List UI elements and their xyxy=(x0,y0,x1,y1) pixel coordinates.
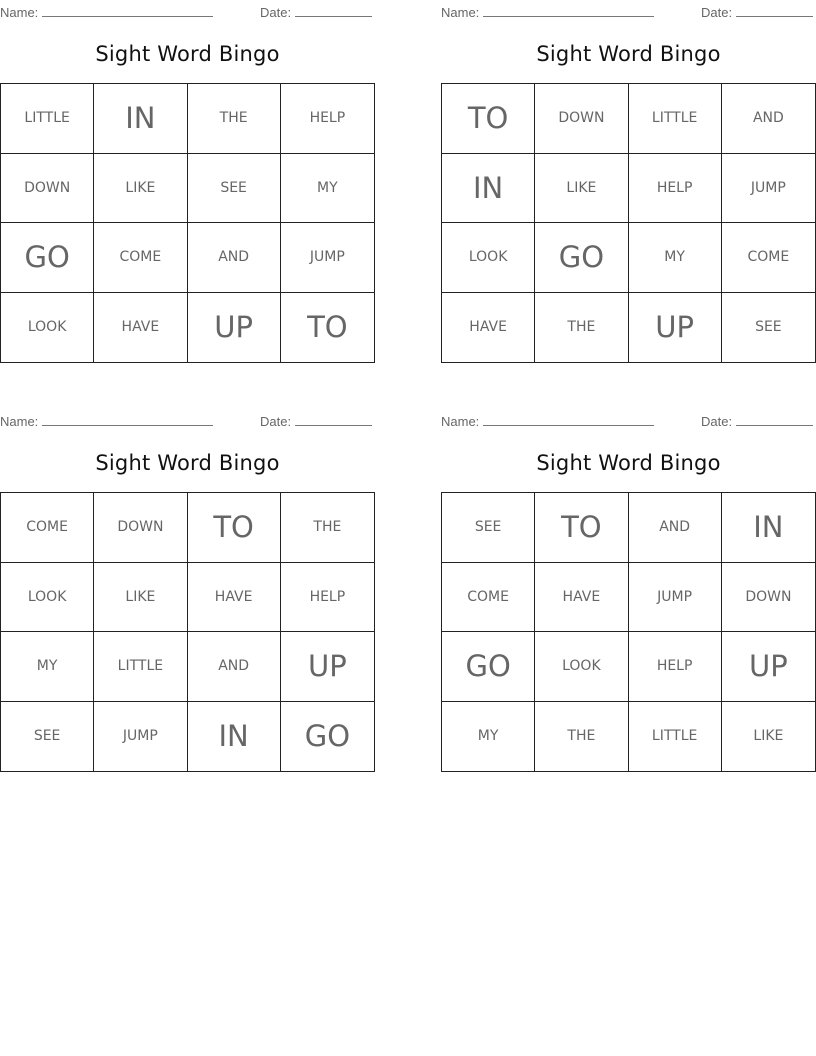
bingo-cell: THE xyxy=(535,702,628,772)
name-date-fields xyxy=(0,3,375,21)
name-field[interactable] xyxy=(441,3,654,20)
bingo-cell: JUMP xyxy=(629,563,722,633)
bingo-cell: THE xyxy=(535,293,628,363)
bingo-cell: DOWN xyxy=(722,563,815,633)
name-blank-line[interactable] xyxy=(42,3,213,17)
bingo-cell: LOOK xyxy=(535,632,628,702)
name-label: Name: xyxy=(0,5,39,20)
name-field[interactable] xyxy=(0,3,213,20)
date-field[interactable] xyxy=(701,412,813,429)
date-blank-line[interactable] xyxy=(736,3,813,17)
name-date-fields xyxy=(441,3,816,21)
bingo-cell: JUMP xyxy=(722,154,815,224)
bingo-cell: UP xyxy=(188,293,281,363)
bingo-cell: IN xyxy=(722,493,815,563)
bingo-grid xyxy=(441,83,816,363)
name-field[interactable] xyxy=(441,412,654,429)
bingo-cell: TO xyxy=(188,493,281,563)
bingo-cell: LITTLE xyxy=(94,632,187,702)
card-title: Sight Word Bingo xyxy=(95,42,280,66)
bingo-cell: MY xyxy=(629,223,722,293)
date-label: Date: xyxy=(701,5,733,20)
name-date-fields xyxy=(0,412,375,430)
bingo-cell: LOOK xyxy=(442,223,535,293)
bingo-cell: GO xyxy=(442,632,535,702)
bingo-cell: UP xyxy=(722,632,815,702)
date-field[interactable] xyxy=(260,3,372,20)
bingo-card xyxy=(441,409,816,749)
bingo-cell: HAVE xyxy=(94,293,187,363)
bingo-cell: TO xyxy=(307,310,348,345)
bingo-cell: TO xyxy=(535,493,628,563)
bingo-card xyxy=(0,0,375,345)
bingo-cell: HELP xyxy=(629,632,722,702)
bingo-cell: HELP xyxy=(281,84,374,154)
bingo-cell: LITTLE xyxy=(1,84,94,154)
bingo-cell: JUMP xyxy=(94,702,187,772)
name-label: Name: xyxy=(0,414,39,429)
bingo-cell: HELP xyxy=(629,154,722,224)
bingo-cell: DOWN xyxy=(94,493,187,563)
bingo-cell: LOOK xyxy=(1,563,94,633)
bingo-cell: AND xyxy=(629,493,722,563)
bingo-cell: HELP xyxy=(281,563,374,633)
bingo-cell: LIKE xyxy=(94,154,187,224)
name-label: Name: xyxy=(441,5,480,20)
name-label: Name: xyxy=(441,414,480,429)
bingo-cell: GO xyxy=(535,223,628,293)
bingo-cell: MY xyxy=(281,154,374,224)
bingo-cell: AND xyxy=(188,223,281,293)
bingo-cell: LITTLE xyxy=(629,702,722,772)
date-label: Date: xyxy=(260,414,292,429)
bingo-cell: COME xyxy=(442,563,535,633)
bingo-cell: UP xyxy=(629,293,722,363)
bingo-cell: SEE xyxy=(1,702,94,772)
bingo-cell: DOWN xyxy=(1,154,94,224)
name-blank-line[interactable] xyxy=(483,3,654,17)
bingo-cell: HAVE xyxy=(535,563,628,633)
bingo-cell: AND xyxy=(188,632,281,702)
bingo-cell: DOWN xyxy=(535,84,628,154)
date-label: Date: xyxy=(701,414,733,429)
card-title: Sight Word Bingo xyxy=(536,451,721,475)
bingo-cell: LIKE xyxy=(94,563,187,633)
date-blank-line[interactable] xyxy=(295,412,372,426)
date-label: Date: xyxy=(260,5,292,20)
bingo-cell: COME xyxy=(1,493,94,563)
bingo-cell: TO xyxy=(442,84,535,154)
bingo-cell: MY xyxy=(1,632,94,702)
bingo-grid xyxy=(441,492,816,772)
bingo-cell: COME xyxy=(722,223,815,293)
bingo-card xyxy=(441,0,816,345)
bingo-grid xyxy=(0,492,375,772)
card-title: Sight Word Bingo xyxy=(95,451,280,475)
bingo-cell: IN xyxy=(442,154,535,224)
bingo-cell: UP xyxy=(281,632,374,702)
bingo-cell: COME xyxy=(94,223,187,293)
bingo-cell: MY xyxy=(442,702,535,772)
name-field[interactable] xyxy=(0,412,213,429)
bingo-cell: IN xyxy=(188,702,281,772)
card-title: Sight Word Bingo xyxy=(536,42,721,66)
bingo-cell: HAVE xyxy=(188,563,281,633)
bingo-cell: HAVE xyxy=(442,293,535,363)
bingo-cell: THE xyxy=(188,84,281,154)
date-field[interactable] xyxy=(260,412,372,429)
bingo-cell: LIKE xyxy=(535,154,628,224)
bingo-cell: LIKE xyxy=(753,728,784,745)
bingo-cell: AND xyxy=(722,84,815,154)
bingo-card xyxy=(0,409,375,754)
bingo-cell: LITTLE xyxy=(629,84,722,154)
bingo-grid xyxy=(0,83,375,363)
bingo-cell: SEE xyxy=(442,493,535,563)
bingo-cell: SEE xyxy=(755,319,782,336)
name-date-fields xyxy=(441,412,816,430)
bingo-cell: SEE xyxy=(188,154,281,224)
bingo-cell: GO xyxy=(1,223,94,293)
date-blank-line[interactable] xyxy=(295,3,372,17)
name-blank-line[interactable] xyxy=(42,412,213,426)
bingo-cell: THE xyxy=(281,493,374,563)
date-blank-line[interactable] xyxy=(736,412,813,426)
name-blank-line[interactable] xyxy=(483,412,654,426)
date-field[interactable] xyxy=(701,3,813,20)
bingo-cell: GO xyxy=(304,719,351,754)
bingo-cell: LOOK xyxy=(1,293,94,363)
bingo-cell: IN xyxy=(94,84,187,154)
bingo-cell: JUMP xyxy=(281,223,374,293)
